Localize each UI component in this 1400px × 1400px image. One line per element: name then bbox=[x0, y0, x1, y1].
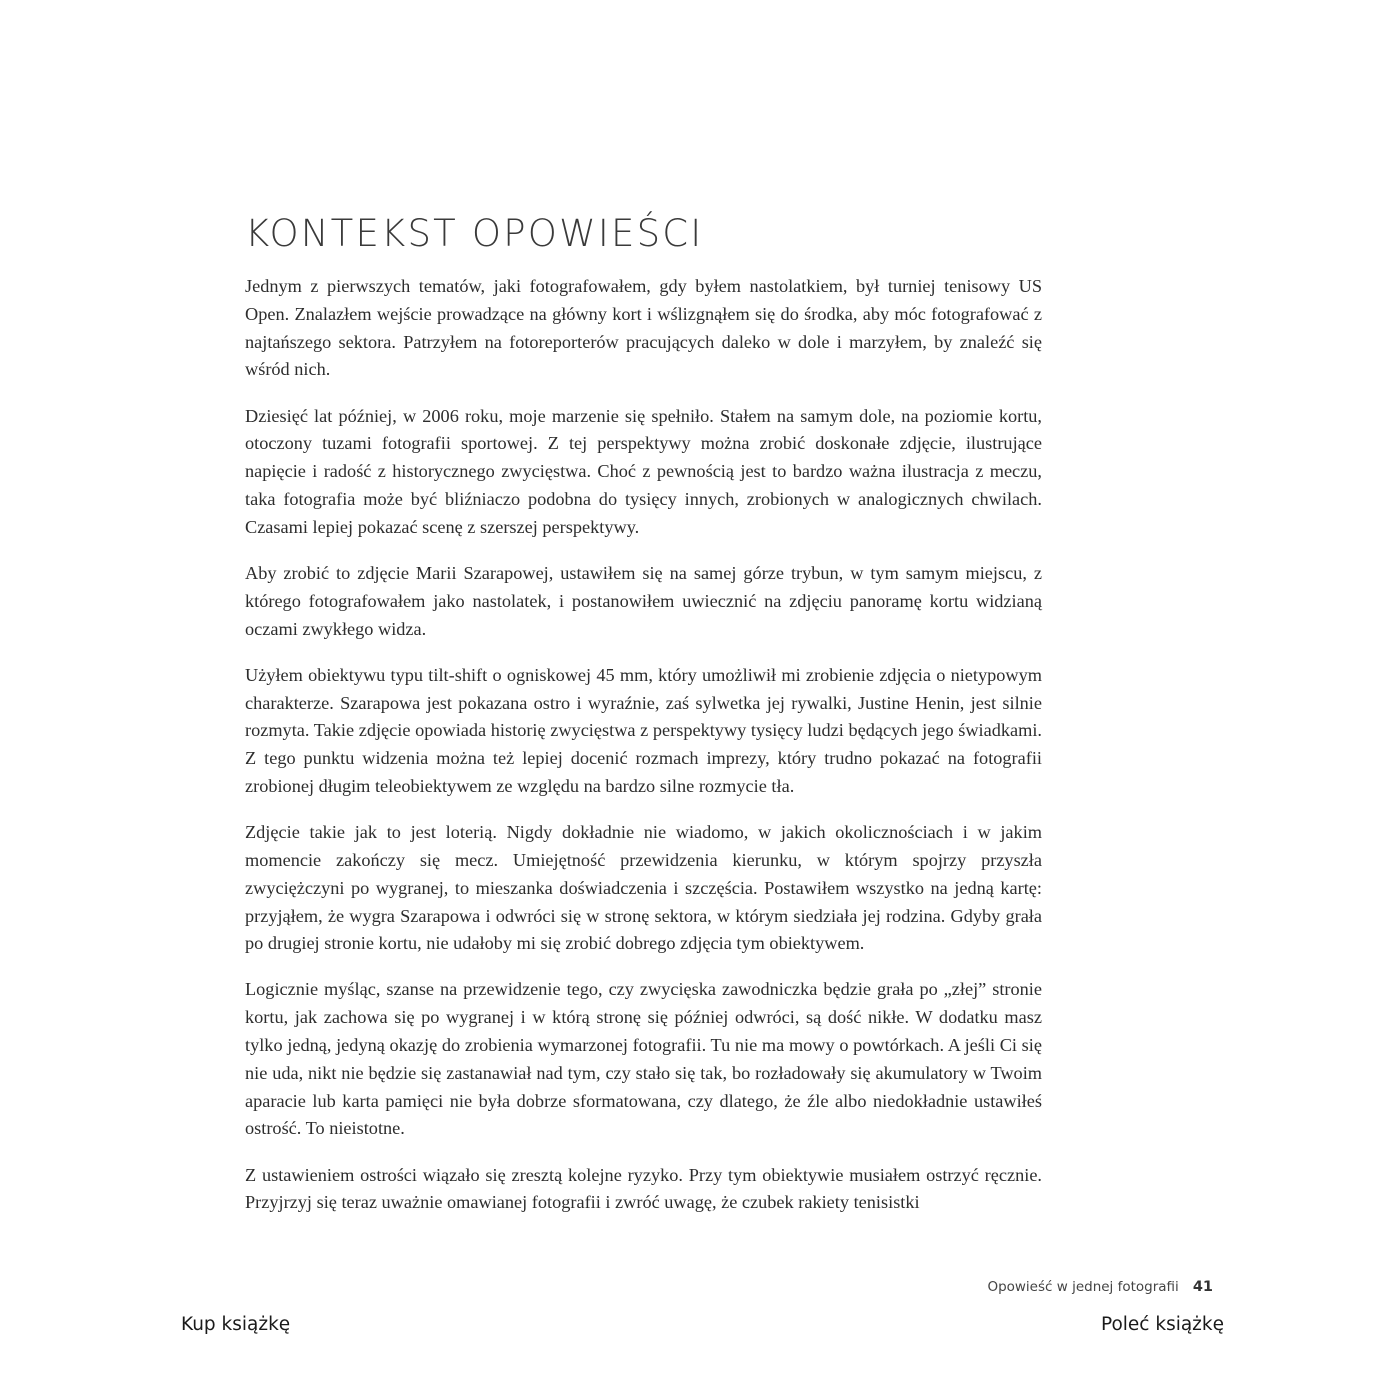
running-footer bbox=[987, 1279, 1213, 1295]
paragraph: Dziesięć lat później, w 2006 roku, moje marzenie się spełniło. Stałem na samym dole, na poziomie kortu, otoczony tuzami fotografii sportowej. Z tej perspektywy można zrobić doskonałe zdjęcie, ilustrujące napięcie i radość z historycznego zwycięstwa. Choć z pewnością jest to bardzo ważna ilustracja z meczu, taka fotografia może być bliźniaczo podobna do tysięcy innych, zrobionych w analogicznych chwilach. Czasami lepiej pokazać scenę z szerszej perspektywy. bbox=[245, 405, 1042, 537]
paragraph: Jednym z pierwszych tematów, jaki fotografowałem, gdy byłem nastolatkiem, był turniej tenisowy US Open. Znalazłem wejście prowadzące na główny kort i wślizgnąłem się do środka, aby móc fotografować z najtańszego sektora. Patrzyłem na fotoreporterów pracujących daleko w dole i marzyłem, by znaleźć się wśród nich. bbox=[245, 276, 1042, 380]
paragraph: Zdjęcie takie jak to jest loterią. Nigdy dokładnie nie wiadomo, w jakich okolicznościach i w jakim momencie zakończy się mecz. Umiejętność przewidzenia kierunku, w którym spojrzy przyszła zwyciężczyni po wygranej, to mieszanka doświadczenia i szczęścia. Postawiłem wszystko na jedną kartę: przyjąłem, że wygra Szarapowa i odwróci się w stronę sektora, w którym siedziała jej rodzina. Gdyby grała po drugiej stronie kortu, nie udałoby mi się zrobić dobrego zdjęcia tym obiektywem. bbox=[245, 822, 1042, 954]
paragraph: Z ustawieniem ostrości wiązało się zresztą kolejne ryzyko. Przy tym obiektywie musiałem ostrzyć ręcznie. Przyjrzyj się teraz uważnie omawianej fotografii i zwróć uwagę, że czubek rakiety tenisistki bbox=[245, 1164, 1042, 1213]
buy-book-link[interactable]: Kup książkę bbox=[181, 1314, 291, 1335]
section-heading: KONTEKST OPOWIEŚCI bbox=[245, 212, 704, 255]
body-text bbox=[245, 273, 1042, 1236]
running-title: Opowieść w jednej fotografii bbox=[987, 1279, 1179, 1295]
paragraph: Aby zrobić to zdjęcie Marii Szarapowej, ustawiłem się na samej górze trybun, w tym samym miejscu, z którego fotografowałem jako nastolatek, i postanowiłem uwiecznić na zdjęciu panoramę kortu widzianą oczami zwykłego widza. bbox=[245, 562, 1042, 639]
recommend-book-link[interactable]: Poleć książkę bbox=[1100, 1314, 1224, 1335]
paragraph: Logicznie myśląc, szanse na przewidzenie tego, czy zwycięska zawodniczka będzie grała po „złej” stronie kortu, jak zachowa się po wygranej i w którą stronę się później odwróci, są dość nikłe. W dodatku masz tylko jedną, jedyną okazję do zrobienia wymarzonej fotografii. Tu nie ma mowy o powtórkach. A jeśli Ci się nie uda, nikt nie będzie się zastanawiał nad tym, czy stało się tak, bo rozładowały się akumulatory w Twoim aparacie lub karta pamięci nie była dobrze sformatowana, czy dlatego, że źle albo niedokładnie ustawiłeś ostrość. To nieistotne. bbox=[245, 979, 1042, 1139]
page-number: 41 bbox=[1192, 1279, 1213, 1295]
paragraph: Użyłem obiektywu typu tilt-shift o ogniskowej 45 mm, który umożliwił mi zrobienie zdjęcia o nietypowym charakterze. Szarapowa jest pokazana ostro i wyraźnie, zaś sylwetka jej rywalki, Justine Henin, jest silnie rozmyta. Takie zdjęcie opowiada historię zwycięstwa z perspektywy tysięcy ludzi będących jego świadkami. Z tego punktu widzenia można też lepiej docenić rozmach imprezy, który trudno pokazać na fotografii zrobionej długim teleobiektywem ze względu na bardzo silne rozmycie tła. bbox=[245, 664, 1042, 796]
